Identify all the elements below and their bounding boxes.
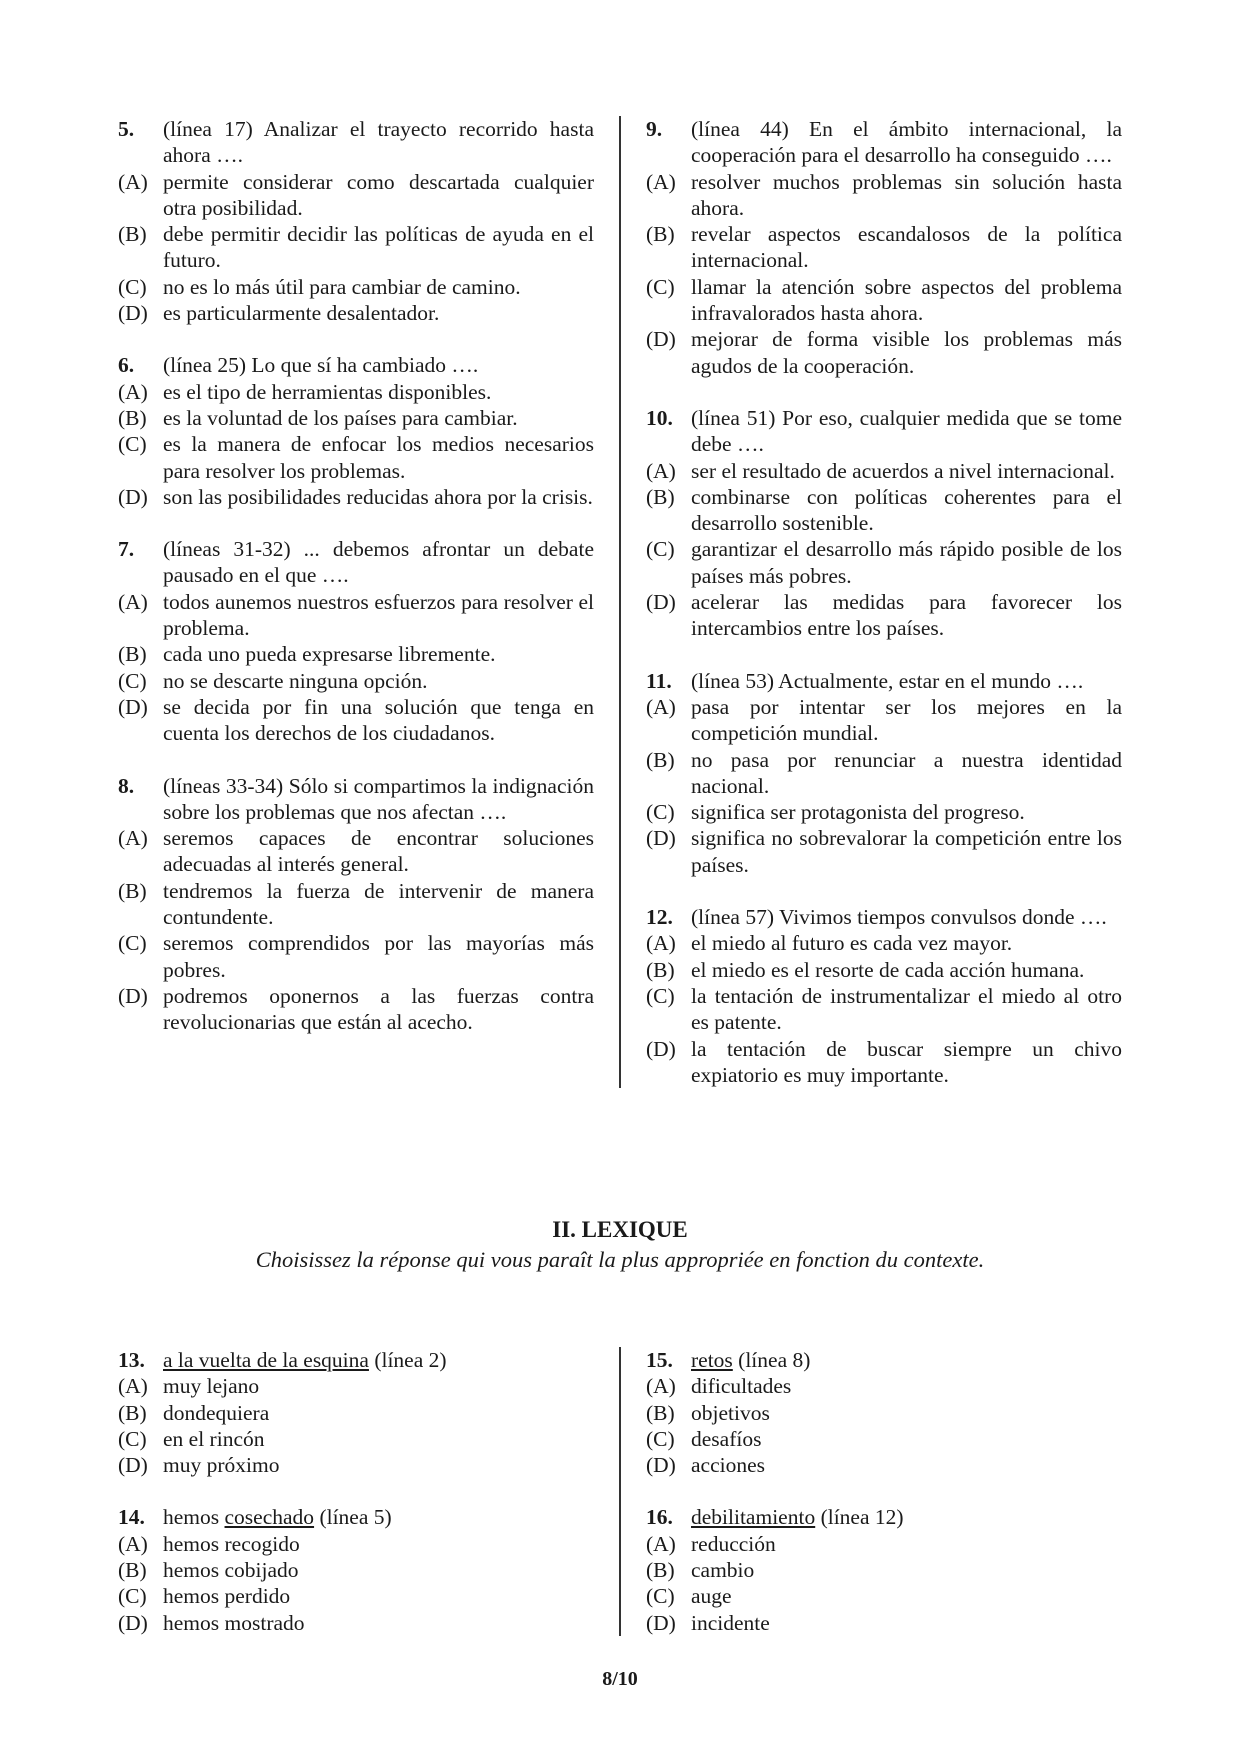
- question-number: 8.: [118, 773, 135, 798]
- question-stem: (líneas 31-32) ... debemos afrontar un debate pausado en el que ….: [163, 537, 594, 588]
- question-stem: (línea 51) Por eso, cualquier medida que se tome debe ….: [691, 405, 1122, 457]
- question-14: [118, 1504, 594, 1635]
- option-d: (D) la tentación de buscar siempre un chivo expiatorio es muy importante.: [646, 1036, 1122, 1087]
- underlined-term: debilitamiento: [691, 1505, 816, 1530]
- option-b: (B) cada uno pueda expresarse libremente.: [118, 642, 496, 667]
- underlined-term: retos: [691, 1348, 733, 1372]
- option-d: (D) se decida por fin una solución que tenga en cuenta los derechos de los ciudadanos.: [118, 694, 594, 746]
- option-c: (C) no se descarte ninguna opción.: [118, 668, 428, 693]
- question-8: [118, 773, 594, 1036]
- option-d: (D) incidente: [646, 1610, 770, 1635]
- question-stem: (línea 44) En el ámbito internacional, la cooperación para el desarrollo ha conseguido ….: [691, 117, 1122, 168]
- right-column: [619, 116, 1122, 1088]
- question-number: 16.: [646, 1505, 673, 1530]
- page-number: 8/10: [602, 1668, 638, 1690]
- option-c: (C) garantizar el desarrollo más rápido posible de los países más pobres.: [646, 537, 1122, 588]
- option-b: (B) cambio: [646, 1558, 755, 1583]
- option-d: (D) son las posibilidades reducidas ahora por la crisis.: [118, 484, 593, 509]
- option-c: (C) auge: [646, 1584, 732, 1609]
- question-number: 9.: [646, 117, 663, 141]
- underlined-term: cosechado: [224, 1505, 315, 1530]
- question-number: 13.: [118, 1348, 145, 1372]
- section-subtitle: Choisissez la réponse qui vous paraît la plus appropriée en fonction du contexte.: [255, 1247, 985, 1272]
- question-stem: (línea 57) Vivimos tiempos convulsos donde ….: [691, 905, 1107, 930]
- option-c: (C) significa ser protagonista del progreso.: [646, 800, 1025, 825]
- question-7: [118, 536, 594, 746]
- option-b: (B) no pasa por renunciar a nuestra identidad nacional.: [646, 747, 1122, 798]
- question-stem: (líneas 33-34) Sólo si compartimos la indignación sobre los problemas que nos afectan ….: [163, 773, 594, 824]
- lexique-left-column: [118, 1347, 619, 1636]
- question-15: [646, 1347, 1122, 1478]
- option-a: (A) muy lejano: [118, 1374, 260, 1399]
- option-d: (D) hemos mostrado: [118, 1610, 305, 1635]
- option-d: (D) mejorar de forma visible los problemas más agudos de la cooperación.: [646, 327, 1122, 378]
- question-number: 6.: [118, 353, 135, 378]
- option-a: (A) el miedo al futuro es cada vez mayor.: [646, 931, 1013, 956]
- option-d: (D) acciones: [646, 1453, 766, 1478]
- question-stem: debilitamiento (línea 12): [691, 1505, 904, 1530]
- section-title: II. LEXIQUE: [552, 1217, 688, 1242]
- option-a: (A) resolver muchos problemas sin solución hasta ahora.: [646, 169, 1122, 220]
- option-b: (B) debe permitir decidir las políticas de ayuda en el futuro.: [118, 222, 594, 273]
- reading-questions: [118, 116, 1122, 1088]
- option-c: (C) desafíos: [646, 1426, 762, 1451]
- option-b: (B) combinarse con políticas coherentes para el desarrollo sostenible.: [646, 484, 1122, 536]
- question-10: [646, 405, 1122, 642]
- question-number: 10.: [646, 405, 673, 430]
- option-c: (C) es la manera de enfocar los medios necesarios para resolver los problemas.: [118, 432, 594, 483]
- question-9: [646, 116, 1122, 379]
- option-d: (D) muy próximo: [118, 1453, 280, 1478]
- underlined-term: a la vuelta de la esquina: [163, 1348, 369, 1372]
- question-number: 5.: [118, 117, 135, 141]
- option-c: (C) la tentación de instrumentalizar el miedo al otro es patente.: [646, 983, 1122, 1035]
- option-a: (A) permite considerar como descartada cualquier otra posibilidad.: [118, 169, 594, 220]
- option-d: (D) podremos oponernos a las fuerzas contra revolucionarias que están al acecho.: [118, 983, 594, 1035]
- question-6: [118, 352, 594, 510]
- option-a: (A) todos aunemos nuestros esfuerzos para resolver el problema.: [118, 589, 594, 641]
- option-c: (C) en el rincón: [118, 1426, 265, 1451]
- option-c: (C) llamar la atención sobre aspectos del problema infravalorados hasta ahora.: [646, 274, 1122, 326]
- lexique-right-column: [619, 1347, 1122, 1636]
- question-13: [118, 1347, 594, 1478]
- question-11: [646, 668, 1122, 878]
- question-stem: a la vuelta de la esquina (línea 2): [163, 1348, 447, 1372]
- option-a: (A) hemos recogido: [118, 1531, 300, 1556]
- option-a: (A) seremos capaces de encontrar soluciones adecuadas al interés general.: [118, 826, 594, 877]
- option-d: (D) acelerar las medidas para favorecer los intercambios entre los países.: [646, 590, 1122, 641]
- question-stem: (línea 25) Lo que sí ha cambiado ….: [163, 353, 479, 378]
- option-d: (D) es particularmente desalentador.: [118, 301, 440, 326]
- lexique-questions: [118, 1347, 1122, 1636]
- question-number: 12.: [646, 905, 673, 930]
- option-a: (A) reducción: [646, 1531, 776, 1556]
- question-16: [646, 1504, 1122, 1635]
- question-number: 14.: [118, 1505, 145, 1530]
- option-c: (C) seremos comprendidos por las mayorías más pobres.: [118, 931, 594, 982]
- left-column: [118, 116, 619, 1088]
- option-a: (A) dificultades: [646, 1374, 792, 1399]
- option-d: (D) significa no sobrevalorar la competición entre los países.: [646, 826, 1122, 877]
- question-stem: retos (línea 8): [691, 1348, 811, 1372]
- option-b: (B) dondequiera: [118, 1400, 270, 1425]
- question-number: 15.: [646, 1348, 673, 1372]
- question-12: [646, 904, 1122, 1088]
- question-number: 7.: [118, 537, 135, 562]
- question-stem: (línea 17) Analizar el trayecto recorrido hasta ahora ….: [163, 117, 594, 168]
- question-5: [118, 116, 594, 326]
- option-b: (B) tendremos la fuerza de intervenir de manera contundente.: [118, 878, 594, 930]
- option-b: (B) el miedo es el resorte de cada acción humana.: [646, 957, 1085, 982]
- question-stem: hemos cosechado (línea 5): [163, 1505, 392, 1530]
- option-b: (B) objetivos: [646, 1400, 770, 1425]
- option-a: (A) ser el resultado de acuerdos a nivel internacional.: [646, 458, 1115, 483]
- option-a: (A) es el tipo de herramientas disponibles.: [118, 379, 492, 404]
- question-number: 11.: [646, 668, 672, 693]
- option-c: (C) hemos perdido: [118, 1584, 291, 1609]
- option-b: (B) revelar aspectos escandalosos de la política internacional.: [646, 222, 1122, 273]
- question-stem: (línea 53) Actualmente, estar en el mundo ….: [691, 668, 1084, 693]
- option-b: (B) hemos cobijado: [118, 1558, 299, 1583]
- option-c: (C) no es lo más útil para cambiar de camino.: [118, 274, 521, 299]
- option-a: (A) pasa por intentar ser los mejores en la competición mundial.: [646, 694, 1122, 746]
- option-b: (B) es la voluntad de los países para cambiar.: [118, 405, 518, 430]
